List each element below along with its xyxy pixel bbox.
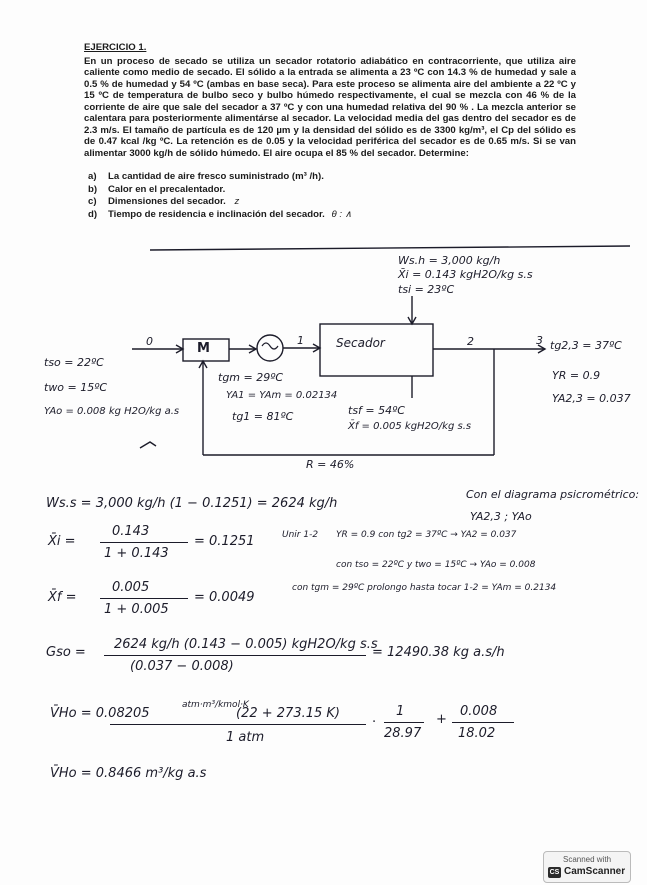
calc-xf-bar bbox=[100, 598, 188, 599]
calc-xi-res: = 0.1251 bbox=[194, 534, 255, 549]
solid-xf: X̄f = 0.005 kgH2O/kg s.s bbox=[348, 421, 472, 432]
unir-label: Unir 1-2 bbox=[282, 530, 319, 540]
dryer-label: Secador bbox=[336, 336, 385, 350]
calc-xf-num: 0.005 bbox=[112, 580, 150, 595]
stream-label-0: 0 bbox=[146, 335, 153, 348]
calc-xf-den: 1 + 0.005 bbox=[104, 602, 169, 617]
question-item: c) Dimensiones del secador. z bbox=[88, 196, 240, 207]
solid-tsf: tsf = 54ºC bbox=[348, 404, 405, 417]
calc-xi-num: 0.143 bbox=[112, 524, 150, 539]
heater-circle bbox=[257, 335, 283, 361]
psychro-line-3: con tgm = 29ºC prolongo hasta tocar 1-2 = YAm = 0.2134 bbox=[292, 583, 557, 593]
annotation-c: z bbox=[234, 196, 240, 207]
dryer-box bbox=[320, 324, 433, 376]
camscanner-logo-icon: CS bbox=[549, 869, 560, 876]
stream-label-3: 3 bbox=[536, 334, 543, 347]
feed-ws: Ws.h = 3,000 kg/h bbox=[398, 254, 501, 267]
calc-xi-bar bbox=[100, 542, 188, 543]
left-yao: YAo = 0.008 kg H2O/kg a.s bbox=[44, 406, 180, 417]
problem-text: En un proceso de secado se utiliza un secador rotatorio adiabático en contracorriente, que utiliza aire caliente como medio de secado. El sólido a la entrada se alimenta a 23 ºC con 14.3 % de humedad y sale a 0.5 % de humedad y 54 ºC (ambas en base seca). Para este proceso se alimenta aire del ambiente a 22 ºC y 15 ºC de temperatura de bulbo seco y bulbo húmedo respectivamente, el cual se mezcla con 46 % de la corriente de aire que sale del secador a 37 ºC y con una humedad relativa del 90 % . La mezcla anterior se calentara para posteriormente alimentárse al secador. La velocidad media del gas dentro del secador es de 2.3 m/s. El tamaño de partícula es de 120 µm y la densidad del sólido es de 3300 kg/m³, el Cp del sólido es de 0.47 kcal /kg ºC. La retención es de 0.05 y la velocidad periférica del secador es de 0.65 m/s. Si se van alimentar 3000 kg/h de sólido húmedo. El aire ocupa el 85 % del secador. Determine: bbox=[84, 55, 576, 159]
psychro-line-1: YR = 0.9 con tg2 = 37ºC → YA2 = 0.037 bbox=[336, 530, 517, 540]
heater-icon bbox=[262, 343, 278, 349]
mixer-label: M bbox=[197, 341, 210, 356]
problem-title: EJERCICIO 1. bbox=[84, 42, 147, 53]
question-item: a) La cantidad de aire fresco suministrado (m³ /h). bbox=[88, 171, 324, 182]
calc-gso-den: (0.037 − 0.008) bbox=[130, 659, 234, 674]
scanned-page: EJERCICIO 1. En un proceso de secado se utiliza un secador rotatorio adiabático en contracorriente, que utiliza aire caliente como medio de secado. El sólido a la entrada se alimenta a 23 ºC con 14.3 % de humedad y sale a 0.5 % de humedad y 54 ºC (ambas en base seca). Para este proceso se alimenta aire del ambiente a 22 ºC y 15 ºC de temperatura de bulbo seco y bulbo húmedo respectivamente, el cual se mezcla con 46 % de la corriente de aire que sale del secador a 37 ºC y con una humedad relativa del 90 % . La mezcla anterior se calentara para posteriormente alimentárse al secador. La velocidad media del gas dentro del secador es de 2.3 m/s. El tamaño de partícula es de 120 µm y la densidad del sólido es de 3300 kg/m³, el Cp del sólido es de 0.47 kcal /kg ºC. La retención es de 0.05 y la velocidad periférica del secador es de 0.65 m/s. Si se van alimentar 3000 kg/h de sólido húmedo. El aire ocupa el 85 % del secador. Determine: a) La cantidad de aire fresco suministrado (m³ /h). b) Calor en el precalentador. c) Dimensiones del secador. z d) Tiempo de residencia e inclinación del secador. θ : ∧ Ws.h = 3,000 kg/h X̄i = 0.143 kgH2O/kg s.s tsi = 23ºC 0 1 2 3 M Secador tso = 22ºC two = 15ºC YAo = 0.008 kg H2O/kg a.s tgm = 29ºC YA1 = YAm = 0.02134 tg1 = 81ºC tsf = 54ºC X̄f = 0.005 kgH2O/kg s.s tg2,3 = 37ºC YR = 0.9 YA2,3 = 0.037 R = 46% Ws.s = 3,000 kg/h (1 − 0.1251) = 2624 kg/h Con el diagrama psicrométrico: YA2,3 ; YAo Unir 1-2 YR = 0.9 con tg2 = 37ºC → YA2 = 0.037 con tso = 22ºC y two = 15ºC → YAo = 0.008 con tgm = 29ºC prolongo hasta tocar 1-2 = YAm = 0.2134 X̄i = 0.143 1 + 0.143 = 0.1251 X̄f = 0.005 1 + 0.005 = 0.0049 Gso = 2624 kg/h (0.143 − 0.005) kgH2O/kg s.s (0.037 − 0.008) = 12490.38 kg a.s/h V̄Ho = 0.08205 atm·m³/kmol·K (22 + 273.15 K) 1 atm · 1 28.97 + 0.008 18.02 V̄Ho = 0.8466 m³/kg a.s Scanned with CS CamScanner bbox=[0, 0, 647, 885]
calc-vho-f1-num: 1 bbox=[396, 704, 405, 719]
mid-tg1: tg1 = 81ºC bbox=[232, 410, 294, 423]
calc-vho-f1-den: 28.97 bbox=[384, 726, 422, 741]
stamp-caption: Scanned with bbox=[562, 855, 612, 864]
left-tso: tso = 22ºC bbox=[44, 356, 104, 369]
right-ya23: YA2,3 = 0.037 bbox=[552, 392, 631, 405]
recycle-label: R = 46% bbox=[306, 458, 355, 471]
calc-xf-res: = 0.0049 bbox=[194, 590, 255, 605]
calc-gso-bar bbox=[104, 655, 366, 656]
feed-tsi: tsi = 23ºC bbox=[398, 283, 455, 296]
calc-vho-bar bbox=[110, 724, 366, 725]
left-two: two = 15ºC bbox=[44, 381, 108, 394]
psychro-line-2: con tso = 22ºC y two = 15ºC → YAo = 0.008 bbox=[336, 560, 536, 570]
calc-vho-result: V̄Ho = 0.8466 m³/kg a.s bbox=[50, 766, 207, 781]
camscanner-stamp bbox=[543, 851, 631, 883]
calc-xi-lhs: X̄i = bbox=[48, 534, 76, 549]
mid-ya1: YA1 = YAm = 0.02134 bbox=[226, 390, 338, 401]
calc-vho-f2-den: 18.02 bbox=[458, 726, 496, 741]
calc-vho-f1-bar bbox=[384, 722, 424, 723]
mid-tgm: tgm = 29ºC bbox=[218, 371, 284, 384]
annotation-d: θ : ∧ bbox=[331, 208, 352, 220]
calc-vho-f2-num: 0.008 bbox=[460, 704, 498, 719]
calc-vho-lhs: V̄Ho = 0.08205 bbox=[50, 706, 150, 721]
stream-label-2: 2 bbox=[467, 335, 474, 348]
calc-gso-lhs: Gso = bbox=[46, 645, 86, 660]
calc-gso-res: = 12490.38 kg a.s/h bbox=[372, 645, 505, 660]
right-yr: YR = 0.9 bbox=[552, 369, 601, 382]
calc-xi-den: 1 + 0.143 bbox=[104, 546, 169, 561]
psychro-title: Con el diagrama psicrométrico: bbox=[466, 488, 640, 501]
calc-vho-unit: atm·m³/kmol·K bbox=[182, 700, 249, 710]
calc-vho-paren: (22 + 273.15 K) bbox=[236, 706, 340, 721]
check-mark bbox=[140, 442, 156, 448]
calc-gso-num: 2624 kg/h (0.143 − 0.005) kgH2O/kg s.s bbox=[114, 637, 378, 652]
stamp-brand: CamScanner bbox=[564, 866, 626, 877]
calc-vho-f2-bar bbox=[452, 722, 514, 723]
stream-label-1: 1 bbox=[297, 334, 304, 347]
question-item: b) Calor en el precalentador. bbox=[88, 183, 226, 195]
feed-xi: X̄i = 0.143 kgH2O/kg s.s bbox=[398, 268, 533, 281]
question-item: d) Tiempo de residencia e inclinación del secador. θ : ∧ bbox=[88, 208, 352, 220]
right-tg23: tg2,3 = 37ºC bbox=[550, 339, 622, 352]
calc-xf-lhs: X̄f = bbox=[48, 590, 77, 605]
calc-vho-den: 1 atm bbox=[226, 730, 265, 745]
calc-wss: Ws.s = 3,000 kg/h (1 − 0.1251) = 2624 kg/h bbox=[46, 496, 338, 511]
divider-line bbox=[150, 246, 630, 250]
psychro-sub: YA2,3 ; YAo bbox=[470, 510, 532, 523]
